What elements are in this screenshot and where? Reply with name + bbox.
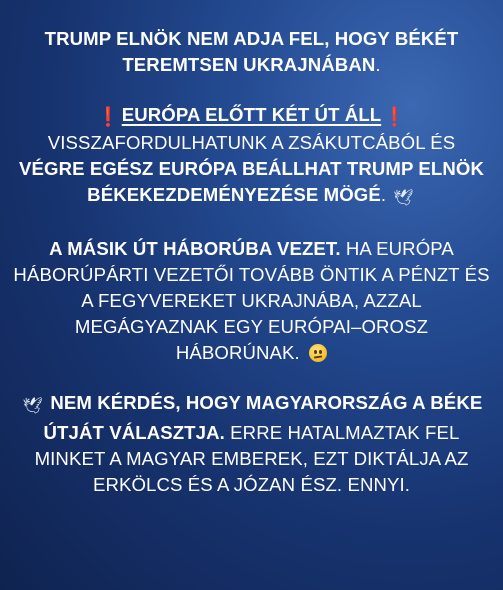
headline: [12, 26, 492, 78]
paragraph-3: [12, 390, 492, 498]
paragraph-2: [12, 236, 492, 366]
paragraph-2-regular: HA EURÓPA HÁBORÚPÁRTI VEZETŐI TOVÁBB ÖNTIK A PÉNZT ÉS A FEGYVEREKET UKRAJNÁBA, AZZAL MEGÁGYAZNAK EGY EURÓPAI–OROSZ HÁBORÚNAK.: [13, 238, 490, 363]
section-two-ways: [12, 102, 492, 212]
section1-title: EURÓPA ELŐTT KÉT ÚT ÁLL: [121, 104, 382, 125]
paragraph-3-bold: NEM KÉRDÉS, HOGY MAGYARORSZÁG A BÉKE ÚTJÁT VÁLASZTJA.: [43, 392, 483, 443]
paragraph-1: [12, 130, 492, 212]
paragraph-1-regular: VISSZAFORDULHATUNK A ZSÁKUTCÁBÓL ÉS: [47, 132, 456, 153]
exclamation-icon: ❗: [96, 106, 120, 127]
dove-icon: 🕊: [22, 398, 44, 415]
paragraph-1-bold: VÉGRE EGÉSZ EURÓPA BEÁLLHAT TRUMP ELNÖK BÉKEKEZDEMÉNYEZÉSE MÖGÉ: [19, 158, 484, 205]
headline-line1: TRUMP ELNÖK NEM ADJA FEL, HOGY BÉKÉT: [44, 28, 459, 49]
dove-icon: 🕊: [393, 190, 414, 207]
paragraph-1-end: .: [380, 184, 387, 205]
exclamation-icon: ❗: [383, 106, 407, 127]
raised-eyebrow-face-icon: [309, 344, 327, 362]
headline-end: .: [375, 54, 381, 75]
paragraph-3-regular: ERRE HATALMAZTAK FEL MINKET A MAGYAR EMBEREK, EZT DIKTÁLJA AZ ERKÖLCS ÉS A JÓZAN ÉSZ. ENNYI.: [34, 422, 469, 495]
paragraph-2-bold: A MÁSIK ÚT HÁBORÚBA VEZET.: [49, 238, 341, 259]
section1-title-row: [12, 102, 492, 130]
headline-line2: TEREMTSEN UKRAJNÁBAN: [122, 54, 376, 75]
